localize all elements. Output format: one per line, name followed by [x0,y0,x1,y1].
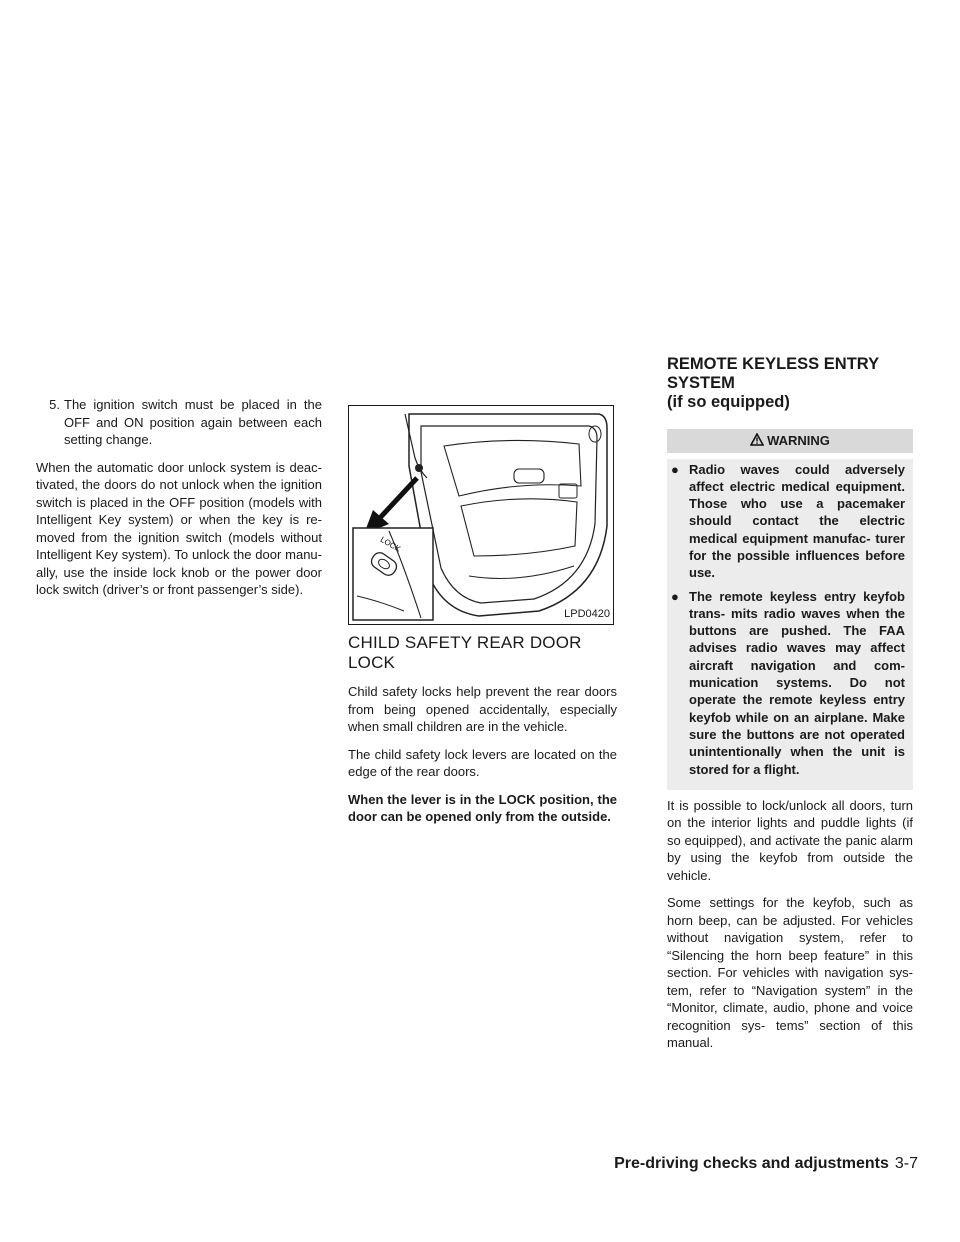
rear-door-lock-illustration [348,405,614,625]
left-column [36,396,322,609]
remote-keyless-heading [667,355,913,412]
child-safety-heading: CHILD SAFETY REAR DOOR LOCK [348,633,582,672]
warning-triangle-icon [750,433,764,446]
bullet-icon: ● [671,588,679,604]
heading-line-1: REMOTE KEYLESS ENTRY SYSTEM [667,355,879,392]
child-lock-bold-note: When the lever is in the LOCK position, the door can be opened only from the outside. [348,791,617,824]
warning-body [667,459,913,790]
list-item-5 [36,396,322,449]
footer-section-title: Pre-driving checks and adjustments [614,1155,889,1172]
heading-line-2: (if so equipped) [667,393,790,411]
keyfob-paragraph-1: It is possible to lock/unlock all doors, turn on the interior lights and puddle lights (if so equipped), and activate the panic alarm by using the keyfob from outside the vehicle. [667,797,913,883]
door-unlock-paragraph: When the automatic door unlock system is deac- tivated, the doors do not unlock when the ignition switch is placed in the OFF position (models with Intelligent Key system) or when the key is re- moved from the ignition switch (models without Intelligent Key system). To unlock the door manu- ally, use the inside lock knob or the power door lock switch (driver’s or front passenger’s side). [36,459,322,597]
child-lock-paragraph-2: The child safety lock levers are located on the edge of the rear doors. [348,746,617,779]
door-illustration-svg [349,406,614,625]
child-lock-paragraph-1: Child safety locks help prevent the rear doors from being opened accidentally, especially when small children are in the vehicle. [348,684,617,734]
bullet-icon: ● [671,461,679,477]
warning-title: WARNING [767,433,830,448]
warning-item [671,588,905,778]
warning-item-text: Radio waves could adversely affect electric medical equipment. Those who use a pacemaker should contact the electric medical equipment manufac- turer for the possible influences before use. [689,461,905,581]
lock-label: LOCK [378,534,403,554]
figure-code: LPD0420 [564,607,610,620]
page-footer [614,1155,918,1173]
warning-item-text: The remote keyless entry keyfob trans- mits radio waves when the buttons are pushed. The FAA advises radio waves may affect aircraft navigation and com- munication systems. Do not operate the remote keyless entry keyfob while on an airplane. Make sure the buttons are not operated unintentionally when the unit is stored for a flight. [689,588,905,777]
middle-column [348,405,617,836]
keyfob-paragraph-2: Some settings for the keyfob, such as horn beep, can be adjusted. For vehicles without navigation system, refer to “Silencing the horn beep feature” in this section. For vehicles with navigation sys- tem, refer to “Navigation system” in the “Monitor, climate, audio, phone and voice recognition sys- tems” section of this manual. [667,895,913,1051]
list-number: 5. [49,397,60,412]
warning-item [671,461,905,582]
list-text: The ignition switch must be placed in the OFF and ON position again between each setting change. [64,397,322,447]
right-column [667,355,913,1062]
warning-header [667,429,913,453]
page-number: 3-7 [894,1155,918,1172]
